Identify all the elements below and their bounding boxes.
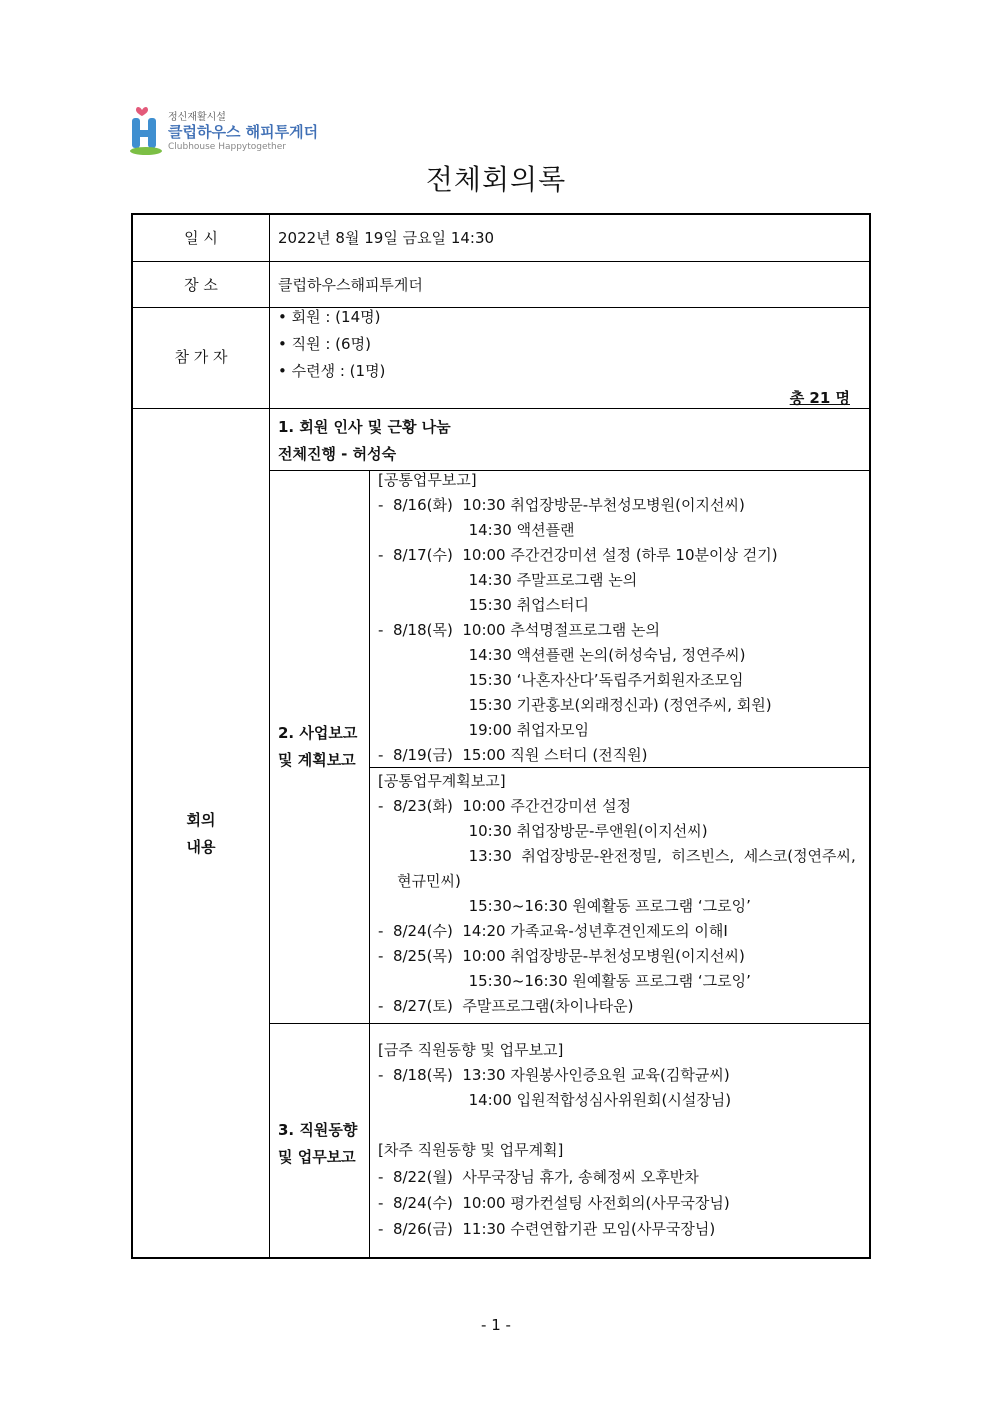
staff-line: [금주 직원동향 및 업무보고]	[378, 1041, 564, 1059]
document-title: 전체회의록	[425, 163, 567, 196]
report-line: - 8/19(금) 15:00 직원 스터디 (전직원)	[378, 746, 648, 764]
section3-label-2: 및 업무보고	[278, 1148, 356, 1166]
staff-line: 14:00 입원적합성심사위원회(시설장님)	[378, 1091, 732, 1109]
report-line: 15:30 취업스터디	[378, 596, 590, 614]
attendees-label: 참 가 자	[174, 348, 228, 366]
report-line: 15:30 기관홍보(외래정신과) (정연주씨, 회원)	[378, 696, 772, 714]
meeting-content-label-1: 회의	[186, 811, 216, 829]
report-line: 14:30 액션플랜	[378, 521, 575, 539]
report-line: [공통업무보고]	[378, 471, 477, 489]
section3-label-1: 3. 직원동향	[278, 1121, 358, 1139]
plan-line: 10:30 취업장방문-루앤원(이지선씨)	[378, 822, 708, 840]
attendee-trainees: • 수련생 : (1명)	[278, 362, 386, 380]
plan-line: - 8/27(토) 주말프로그램(차이나타운)	[378, 997, 634, 1015]
logo-english-name: Clubhouse Happytogether	[168, 142, 286, 152]
plan-line: - 8/25(목) 10:00 취업장방문-부천성모병원(이지선씨)	[378, 947, 745, 965]
plan-line: 13:30 취업장방문-완전정밀, 히즈빈스, 세스코(정연주씨,	[378, 847, 856, 865]
plan-line: - 8/24(수) 14:20 가족교육-성년후견인제도의 이해Ⅰ	[378, 922, 728, 940]
date-value: 2022년 8월 19일 금요일 14:30	[278, 229, 495, 247]
section2-label-1: 2. 사업보고	[278, 724, 358, 742]
meeting-content-label-2: 내용	[186, 838, 216, 856]
plan-line: 현규민씨)	[378, 872, 461, 890]
logo	[128, 104, 328, 156]
section1-leader: 전체진행 - 허성숙	[278, 445, 397, 463]
plan-line: - 8/23(화) 10:00 주간건강미션 설정	[378, 797, 632, 815]
logo-h-icon	[128, 104, 166, 156]
staff-line: - 8/18(목) 13:30 자원봉사인증요원 교육(김학균씨)	[378, 1066, 730, 1084]
report-line: 19:00 취업자모임	[378, 721, 590, 739]
logo-name: 클럽하우스 해피투게더	[168, 123, 319, 141]
report-line: 14:30 주말프로그램 논의	[378, 571, 638, 589]
report-line: - 8/16(화) 10:30 취업장방문-부천성모병원(이지선씨)	[378, 496, 745, 514]
plan-line: [공통업무계획보고]	[378, 772, 506, 790]
staff-line: - 8/26(금) 11:30 수련연합기관 모임(사무국장님)	[378, 1220, 716, 1238]
plan-line: 15:30~16:30 원예활동 프로그램 ‘그로잉’	[378, 972, 751, 990]
staff-line: [차주 직원동향 및 업무계획]	[378, 1141, 564, 1159]
report-line: 15:30 ‘나혼자산다’독립주거회원자조모임	[378, 671, 744, 689]
date-label: 일 시	[184, 229, 218, 247]
report-line: - 8/17(수) 10:00 주간건강미션 설정 (하루 10분이상 걷기)	[378, 546, 778, 564]
place-label: 장 소	[184, 276, 218, 294]
plan-line: 15:30~16:30 원예활동 프로그램 ‘그로잉’	[378, 897, 751, 915]
place-value: 클럽하우스해피투게더	[278, 276, 423, 294]
section2-label-2: 및 계획보고	[278, 751, 356, 769]
attendee-members: • 회원 : (14명)	[278, 308, 381, 326]
report-line: 14:30 액션플랜 논의(허성숙님, 정연주씨)	[378, 646, 746, 664]
attendee-staff: • 직원 : (6명)	[278, 335, 371, 353]
report-line: - 8/18(목) 10:00 추석명절프로그램 논의	[378, 621, 661, 639]
staff-line: - 8/24(수) 10:00 평가컨설팅 사전회의(사무국장님)	[378, 1194, 730, 1212]
page-number: - 1 -	[481, 1316, 511, 1334]
section1-title: 1. 회원 인사 및 근황 나눔	[278, 418, 451, 436]
attendees-total: 총 21 명	[789, 389, 850, 407]
staff-line: - 8/22(월) 사무국장님 휴가, 송혜정씨 오후반차	[378, 1168, 699, 1186]
logo-subtitle: 정신재활시설	[168, 112, 226, 123]
